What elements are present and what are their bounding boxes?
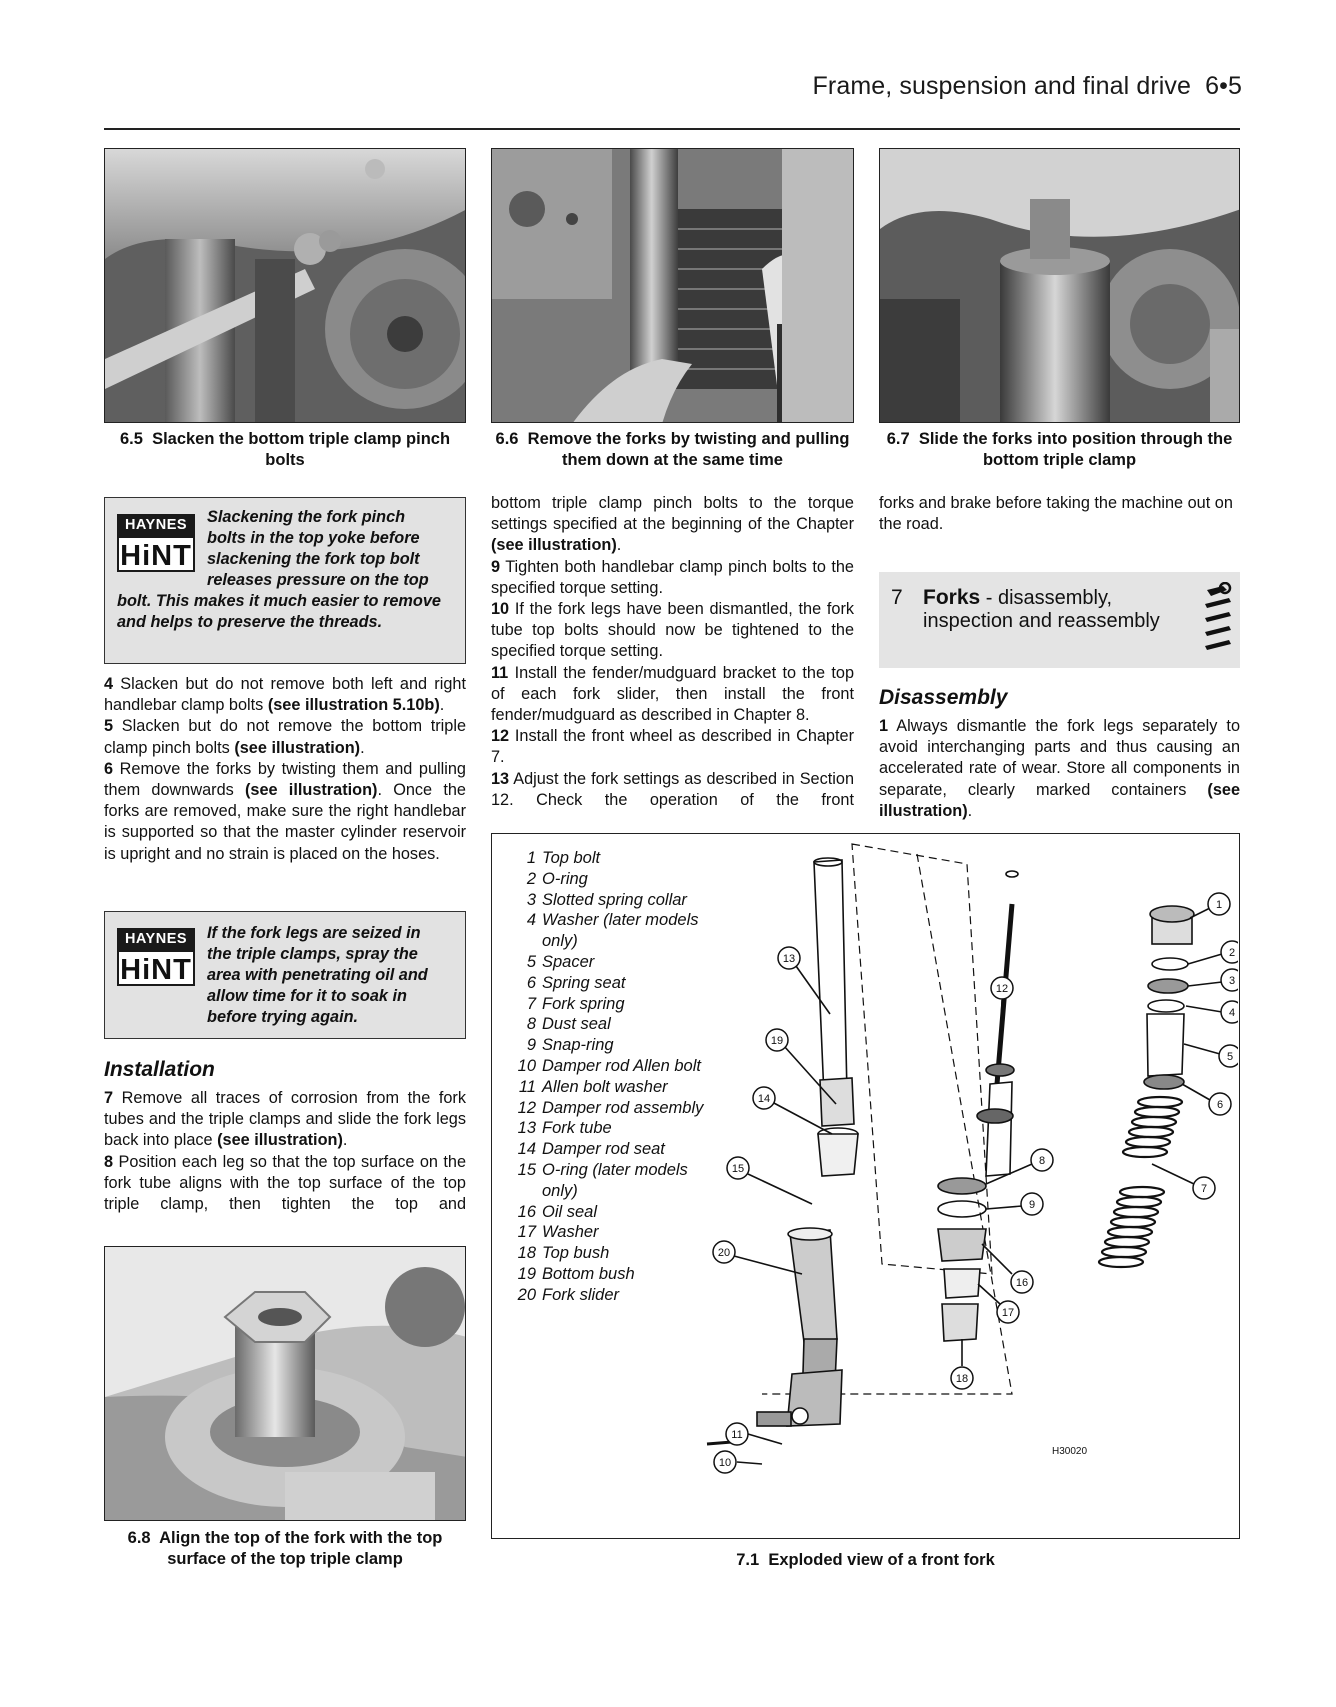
caption-6-7 <box>879 429 1240 471</box>
installation-steps <box>104 1088 466 1215</box>
disassembly-heading: Disassembly <box>879 686 1008 709</box>
svg-text:16: 16 <box>1015 1277 1029 1289</box>
svg-text:7: 7 <box>1200 1183 1208 1195</box>
legend-item: 4 Washer (later models only) <box>526 911 699 951</box>
caption-text: Align the top of the fork with the top surface of the top triple clamp <box>159 1529 443 1568</box>
hint-text <box>207 923 447 1028</box>
disassembly-step-1: 1 Always dismantle the fork legs separately to avoid interchanging parts and thus causing an accelerated rate of wear. Store all components in separate, clearly marked containers (see illustration). <box>879 717 1240 820</box>
right-column-continued <box>879 493 1240 535</box>
caption-number: 7.1 <box>736 1551 760 1569</box>
hint-2-text: If the fork legs are seized in the triple clamps, spray the area with penetrating oil and allow time for it to soak in before trying again. <box>207 924 428 1026</box>
photo-6-6 <box>491 148 854 423</box>
svg-text:14: 14 <box>757 1093 771 1105</box>
svg-text:3: 3 <box>1228 975 1236 987</box>
step-8: 8 Position each leg so that the top surface on the fork tube aligns with the top surface of the top triple clamp, then tighten the top and <box>104 1152 467 1214</box>
installation-heading: Installation <box>104 1058 215 1081</box>
callout-3 <box>1221 969 1238 991</box>
header-rule <box>104 128 1240 130</box>
svg-text:8: 8 <box>1038 1155 1046 1167</box>
legend-item: 20 Fork slider <box>517 1285 620 1304</box>
callout-10 <box>714 1451 736 1473</box>
photo-6-5 <box>104 148 466 423</box>
svg-text:15: 15 <box>731 1163 745 1175</box>
svg-text:6: 6 <box>1216 1099 1224 1111</box>
caption-text: Slacken the bottom triple clamp pinch bolts <box>152 430 451 469</box>
legend-item: 18 Top bush <box>517 1244 610 1263</box>
legend-item: 15 O-ring (later models only) <box>517 1160 688 1200</box>
step-13-continued: forks and brake before taking the machine out on the road. <box>879 494 1233 534</box>
callout-20 <box>713 1241 735 1263</box>
disassembly-steps <box>879 716 1240 822</box>
callout-19 <box>766 1029 788 1051</box>
step-5: 5 Slacken but do not remove the bottom triple clamp pinch bolts (see illustration). <box>104 717 467 757</box>
svg-text:1: 1 <box>1215 899 1223 911</box>
legend-item: 16 Oil seal <box>517 1202 598 1221</box>
caption-number: 6.6 <box>495 430 519 448</box>
fork-exploded-drawing <box>492 834 1238 1537</box>
callout-18 <box>951 1367 973 1389</box>
callout-7 <box>1193 1177 1215 1199</box>
logo-haynes-text: HAYNES <box>117 514 195 536</box>
legend-item: 5 Spacer <box>526 952 595 971</box>
callout-6 <box>1209 1093 1231 1115</box>
caption-text: Remove the forks by twisting and pulling them down at the same time <box>527 430 850 469</box>
exploded-view-diagram <box>491 833 1240 1539</box>
caption-7-1 <box>491 1550 1240 1571</box>
step-7: 7 Remove all traces of corrosion from the fork tubes and the triple clamps and slide the fork legs back into place (see illustration). <box>104 1089 466 1150</box>
hint-box-2 <box>104 911 466 1039</box>
step-11: 11 Install the fender/mudguard bracket to the top of each fork slider, then install the front fender/mudguard as described in Chapter 8. <box>491 663 854 725</box>
callout-1 <box>1208 893 1230 915</box>
header-title: Frame, suspension and final drive <box>812 72 1192 100</box>
svg-text:11: 11 <box>731 1429 743 1441</box>
callout-12 <box>991 977 1013 999</box>
diagram-ref-code: H30020 <box>1052 1446 1088 1457</box>
caption-6-6 <box>491 429 854 471</box>
svg-text:5: 5 <box>1226 1051 1234 1063</box>
legend-item: 6 Spring seat <box>526 973 626 992</box>
callout-15 <box>727 1157 749 1179</box>
callout-16 <box>1011 1271 1033 1293</box>
legend-item: 1 Top bolt <box>526 849 601 867</box>
svg-text:18: 18 <box>955 1373 969 1385</box>
section-number: 7 <box>891 586 903 609</box>
callout-11 <box>726 1423 748 1445</box>
logo-haynes-text: HAYNES <box>117 928 195 950</box>
callout-14 <box>753 1087 775 1109</box>
caption-number: 6.8 <box>127 1529 151 1547</box>
haynes-hint-logo <box>117 928 195 986</box>
section-title: Forks - disassembly, inspection and reassembly <box>923 586 1160 632</box>
photo-6-7 <box>879 148 1240 423</box>
difficulty-spanner-icon <box>1203 582 1233 658</box>
svg-text:20: 20 <box>717 1247 731 1259</box>
legend-item: 14 Damper rod seat <box>517 1140 665 1159</box>
step-8-continued: bottom triple clamp pinch bolts to the torque settings specified at the beginning of the Chapter (see illustration). <box>491 494 854 555</box>
page-header <box>813 72 1242 101</box>
legend-item: 12 Damper rod assembly <box>517 1098 704 1117</box>
legend-item: 13 Fork tube <box>517 1119 612 1138</box>
svg-text:13: 13 <box>782 953 796 965</box>
legend-item: 8 Dust seal <box>526 1015 611 1034</box>
callout-13 <box>778 947 800 969</box>
legend-item: 10 Damper rod Allen bolt <box>517 1056 701 1075</box>
step-6: 6 Remove the forks by twisting them and pulling them downwards (see illustration). Once the forks are removed, make sure the right handlebar is supported so that the master cylinder reservoir is upright and no strain is placed on the hoses. <box>104 759 466 863</box>
svg-text:12: 12 <box>995 983 1009 995</box>
callout-5 <box>1219 1045 1238 1067</box>
legend-item: 2 O-ring <box>526 869 588 888</box>
callout-4 <box>1221 1001 1238 1023</box>
left-column-steps <box>104 674 466 865</box>
middle-column-text <box>491 493 854 811</box>
caption-number: 6.5 <box>119 430 143 448</box>
svg-text:4: 4 <box>1228 1007 1236 1019</box>
page-number: 6•5 <box>1205 72 1242 100</box>
step-9: 9 Tighten both handlebar clamp pinch bolts to the specified torque setting. <box>491 557 854 597</box>
step-12: 12 Install the front wheel as described in Chapter 7. <box>491 727 854 767</box>
callout-17 <box>997 1301 1019 1323</box>
photo-6-8 <box>104 1246 466 1521</box>
svg-text:17: 17 <box>1001 1307 1015 1319</box>
hint-1-text: Slackening the fork pinch bolts in the top yoke before slackening the fork top bolt releases pressure on the top bolt. This makes it much easier to remove and helps to preserve the threads. <box>117 508 441 631</box>
logo-hint-text: HiNT <box>117 536 195 572</box>
legend-item: 3 Slotted spring collar <box>526 890 687 909</box>
svg-text:10: 10 <box>718 1457 732 1469</box>
legend-item: 7 Fork spring <box>526 994 625 1013</box>
caption-number: 6.7 <box>886 430 910 448</box>
step-10: 10 If the fork legs have been dismantled, the fork tube top bolts should now be tightened to the specified torque setting. <box>491 600 855 661</box>
hint-text <box>117 507 447 633</box>
legend-item: 17 Washer <box>517 1223 599 1242</box>
hint-box-1 <box>104 497 466 664</box>
legend-item: 9 Snap-ring <box>526 1036 614 1055</box>
callout-2 <box>1221 941 1238 963</box>
caption-6-5 <box>104 429 466 471</box>
callout-8 <box>1031 1149 1053 1171</box>
step-4: 4 Slacken but do not remove both left and right handlebar clamp bolts (see illustration 5.10b). <box>104 675 466 715</box>
svg-text:19: 19 <box>770 1035 784 1047</box>
svg-text:9: 9 <box>1028 1199 1036 1211</box>
legend-item: 19 Bottom bush <box>517 1264 635 1283</box>
step-13: 13 Adjust the fork settings as described in Section 12. Check the operation of the front <box>491 769 854 809</box>
legend-item: 11 Allen bolt washer <box>518 1077 668 1096</box>
section-7-heading-box <box>879 572 1240 668</box>
caption-text: Exploded view of a front fork <box>768 1551 995 1569</box>
callout-9 <box>1021 1193 1043 1215</box>
caption-text: Slide the forks into position through the bottom triple clamp <box>918 430 1233 469</box>
svg-text:2: 2 <box>1228 947 1236 959</box>
logo-hint-text: HiNT <box>117 950 195 986</box>
caption-6-8 <box>104 1528 466 1570</box>
